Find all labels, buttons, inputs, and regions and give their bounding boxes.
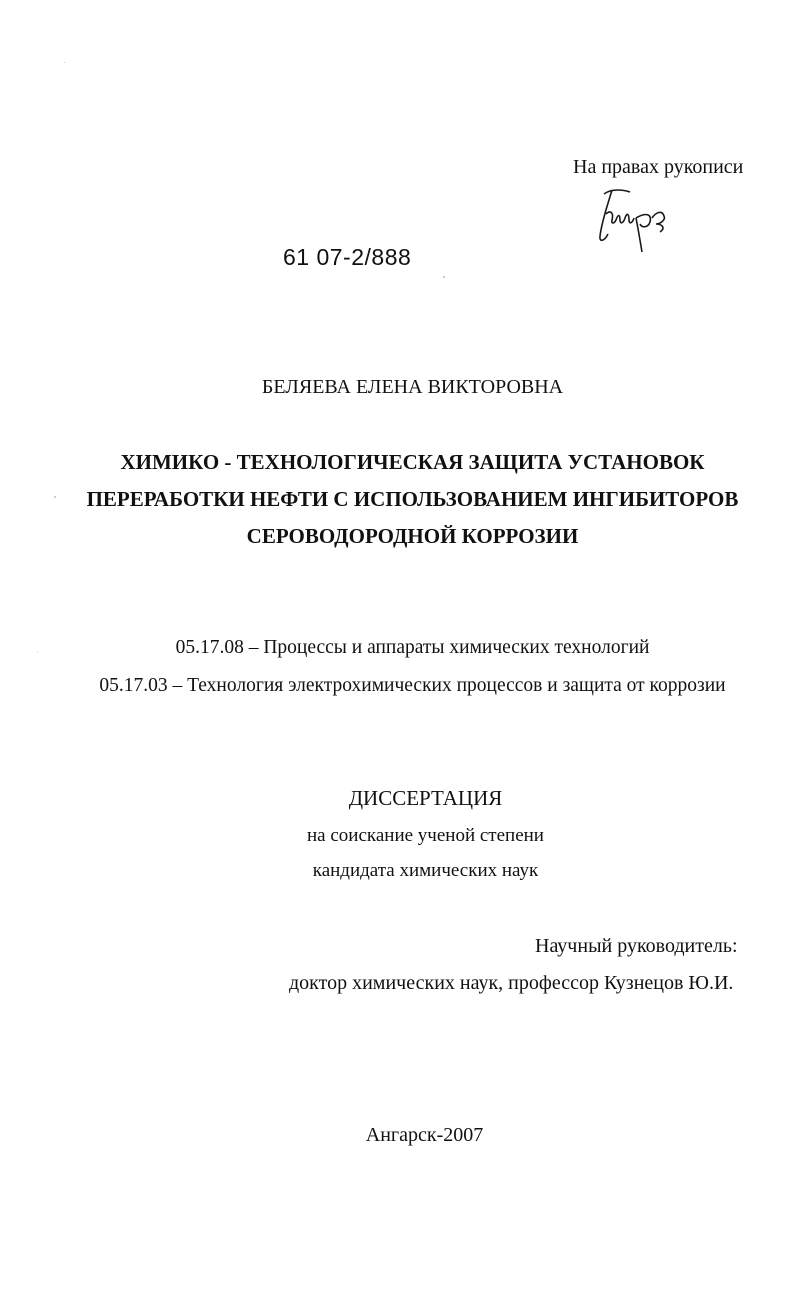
degree-line: на соискание ученой степени — [307, 825, 544, 846]
dissertation-label: ДИССЕРТАЦИЯ — [348, 786, 503, 810]
archive-code: 61 07-2/888 — [283, 244, 412, 270]
supervisor-name: доктор химических наук, профессор Кузнецов Ю.И. — [289, 972, 734, 994]
supervisor-label: Научный руководитель: — [535, 935, 738, 957]
scan-speck — [64, 62, 65, 63]
manuscript-rights-note: На правах рукописи — [573, 156, 744, 178]
scan-speck — [443, 276, 445, 278]
city-year: Ангарск-2007 — [365, 1124, 484, 1146]
specialty-code-line: 05.17.08 – Процессы и аппараты химических технологий — [175, 637, 650, 658]
degree-line: кандидата химических наук — [312, 860, 539, 881]
dissertation-title-line: СЕРОВОДОРОДНОЙ КОРРОЗИИ — [246, 524, 579, 548]
dissertation-title-line: ХИМИКО - ТЕХНОЛОГИЧЕСКАЯ ЗАЩИТА УСТАНОВОК — [120, 450, 705, 474]
author-name: БЕЛЯЕВА ЕЛЕНА ВИКТОРОВНА — [261, 376, 564, 398]
specialty-code-line: 05.17.03 – Технология электрохимических процессов и защита от коррозии — [99, 675, 726, 696]
dissertation-title-line: ПЕРЕРАБОТКИ НЕФТИ С ИСПОЛЬЗОВАНИЕМ ИНГИБИТОРОВ — [86, 487, 739, 511]
scan-speck — [37, 652, 38, 653]
scan-speck — [54, 496, 56, 498]
handwritten-signature — [590, 184, 680, 264]
